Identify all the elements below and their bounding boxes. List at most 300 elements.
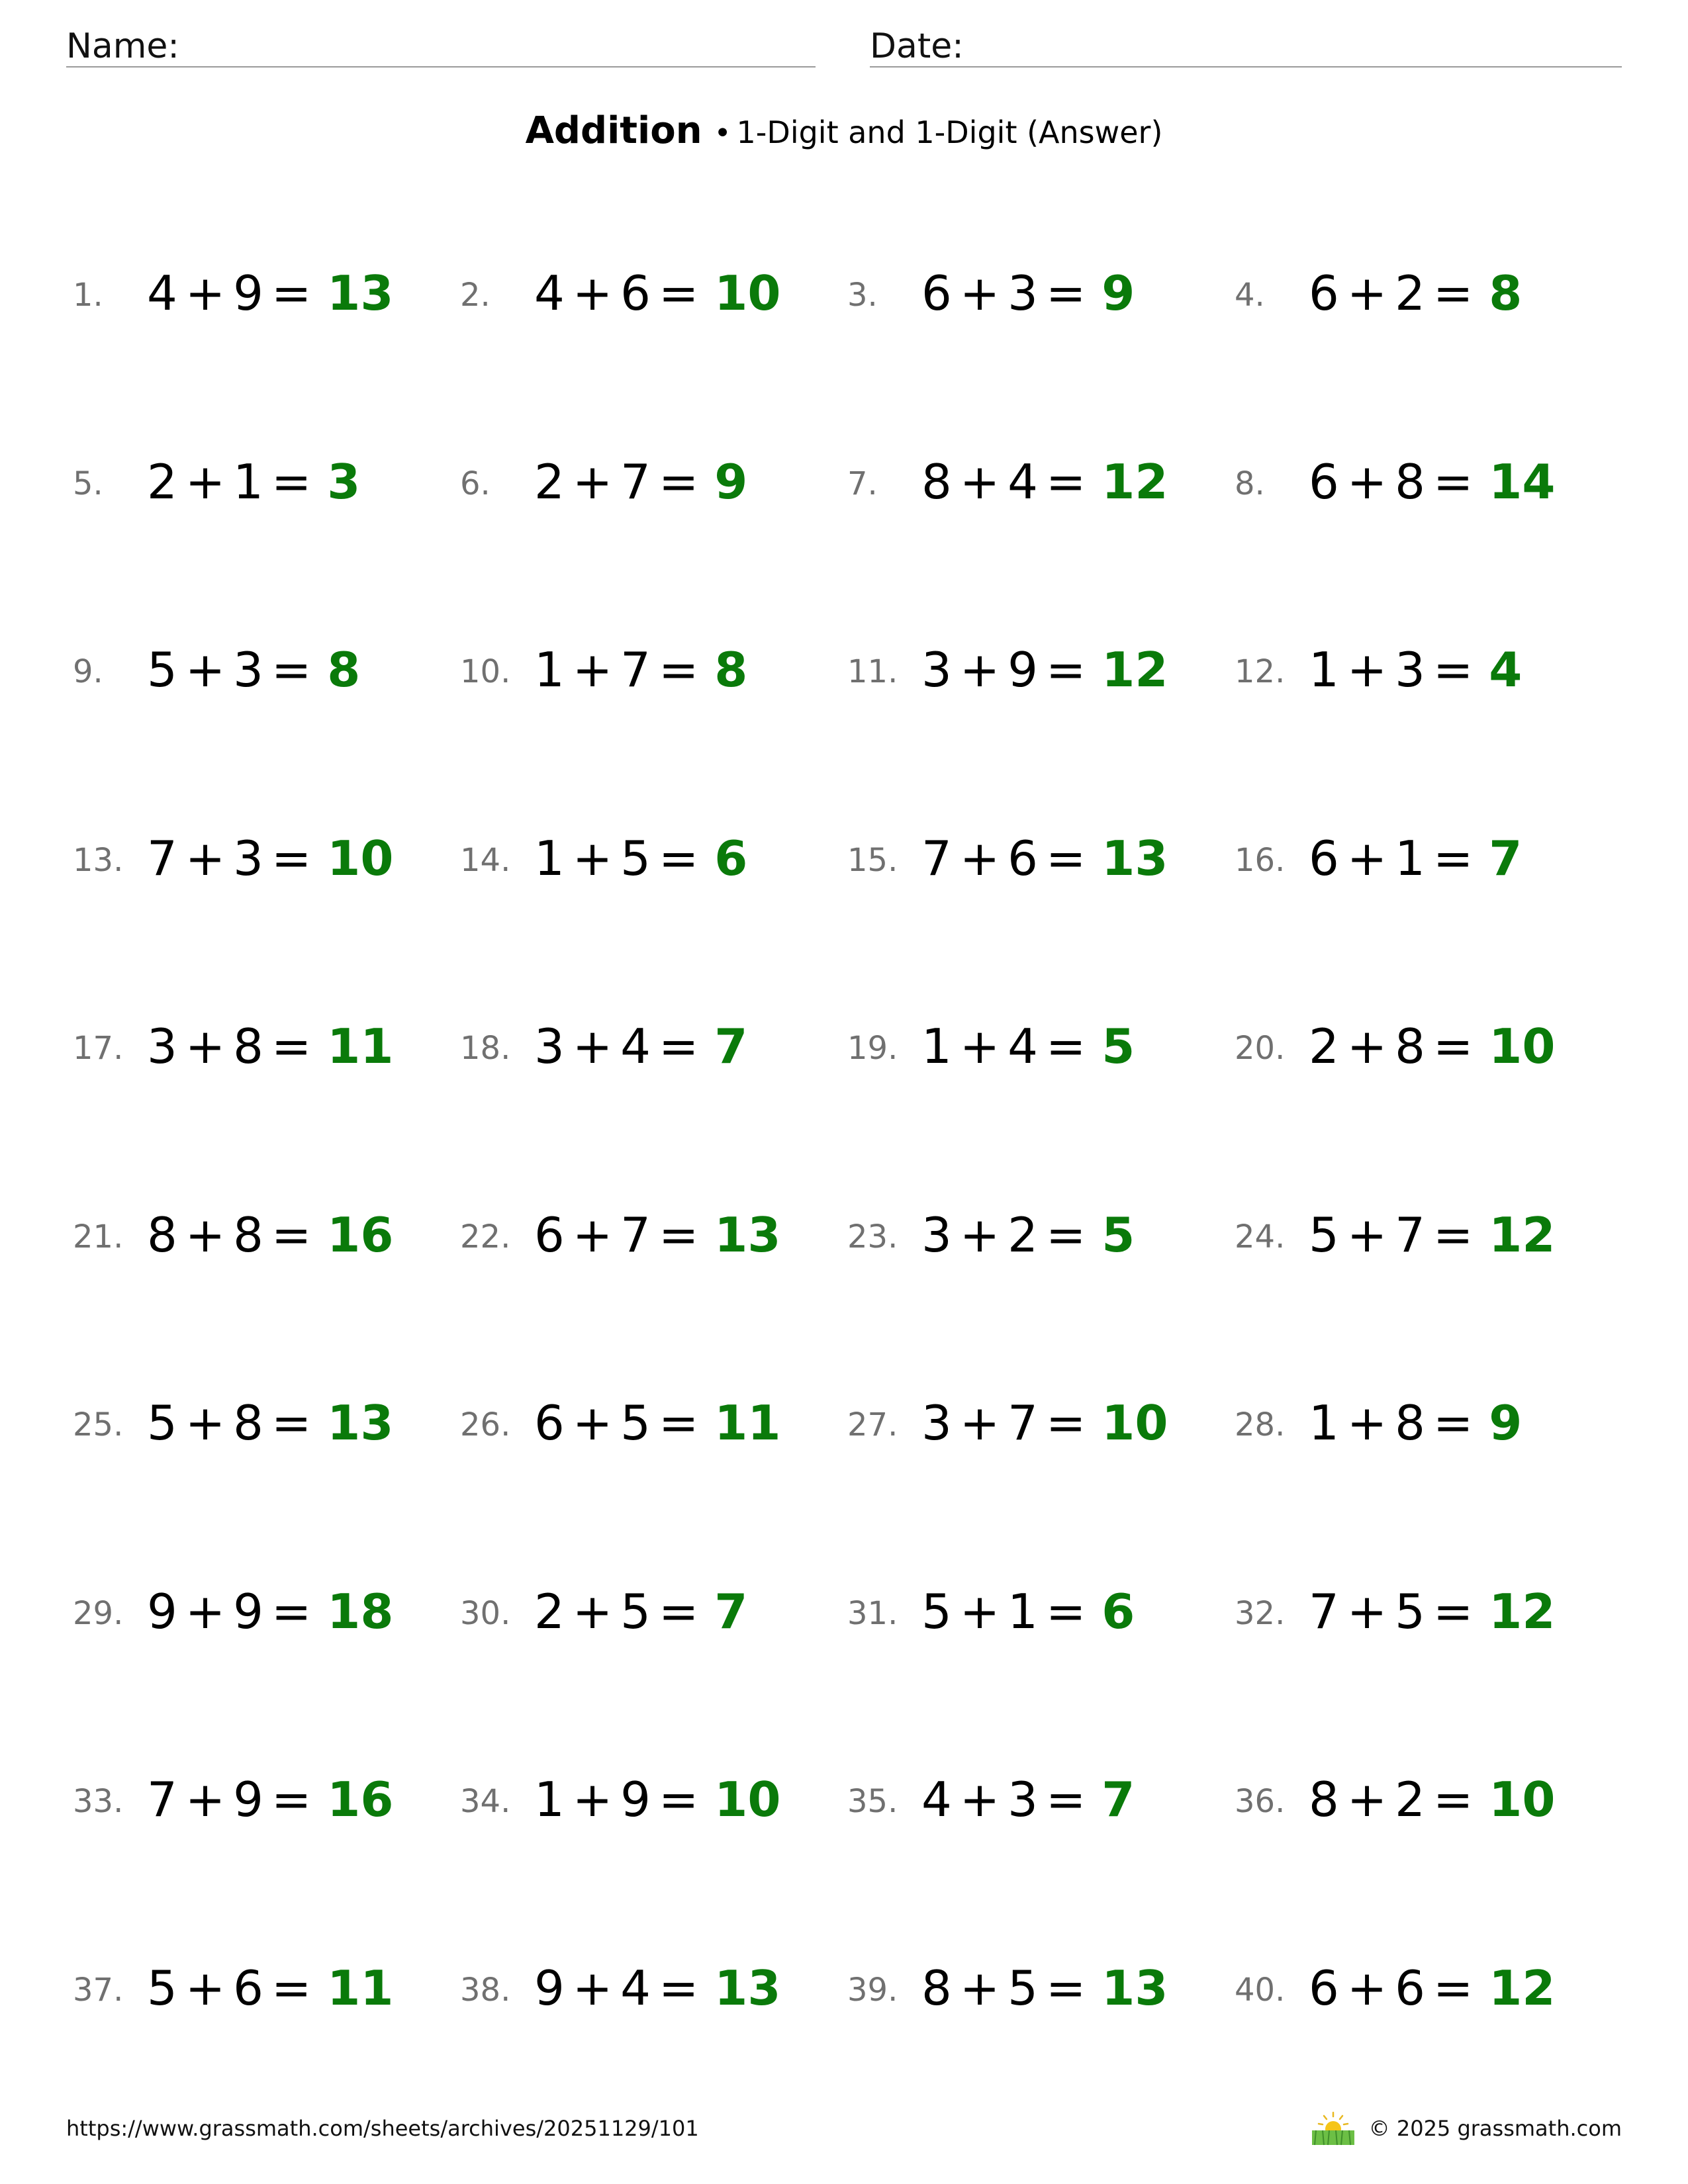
problem-item: [73, 817, 460, 889]
problem-item: [460, 440, 847, 513]
plus-sign: +: [572, 1019, 613, 1074]
problem-item: [1235, 628, 1622, 701]
problem-number: 5.: [73, 465, 103, 502]
equals-sign: =: [1045, 1583, 1086, 1639]
answer: 16: [327, 1206, 394, 1263]
problem-expression: [147, 1771, 393, 1828]
problem-item: [73, 1381, 460, 1454]
addend-b: 8: [1395, 1395, 1425, 1451]
addend-a: 7: [147, 830, 177, 886]
plus-sign: +: [185, 1206, 226, 1263]
problem-expression: [921, 265, 1135, 322]
addend-b: 8: [1395, 453, 1425, 510]
answer: 8: [714, 642, 748, 698]
addend-a: 6: [534, 1395, 565, 1451]
equals-sign: =: [658, 1206, 699, 1263]
problem-number: 28.: [1235, 1406, 1286, 1443]
addend-b: 7: [620, 453, 651, 510]
problem-expression: [534, 453, 747, 510]
equals-sign: =: [1432, 1960, 1474, 2016]
addend-b: 9: [1008, 642, 1038, 698]
addend-b: 4: [620, 1019, 651, 1074]
addend-a: 7: [1309, 1583, 1339, 1639]
problem-item: [460, 1381, 847, 1454]
plus-sign: +: [185, 1583, 226, 1639]
problem-number: 3.: [847, 277, 878, 314]
footer-brand: [1309, 2109, 1622, 2148]
page-title: [0, 105, 1688, 160]
problem-expression: [147, 830, 393, 887]
answer: 7: [714, 1583, 748, 1639]
problem-expression: [921, 1394, 1168, 1451]
equals-sign: =: [1045, 1772, 1086, 1827]
addend-a: 6: [921, 265, 952, 321]
problem-item: [460, 1946, 847, 2019]
problem-item: [1235, 817, 1622, 889]
equals-sign: =: [271, 265, 312, 321]
addend-b: 8: [233, 1019, 263, 1074]
title-subtitle: 1-Digit and 1-Digit (Answer): [736, 114, 1163, 150]
addend-a: 3: [147, 1019, 177, 1074]
problem-number: 24.: [1235, 1218, 1286, 1255]
problem-item: [1235, 1946, 1622, 2019]
addend-b: 9: [233, 265, 263, 321]
addend-a: 1: [534, 830, 565, 886]
answer: 7: [1102, 1772, 1135, 1827]
addend-b: 7: [620, 642, 651, 698]
problem-item: [1235, 1758, 1622, 1831]
addend-b: 2: [1395, 265, 1425, 321]
equals-sign: =: [658, 1583, 699, 1639]
answer: 13: [714, 1206, 781, 1263]
plus-sign: +: [959, 1772, 1000, 1827]
addend-b: 8: [233, 1206, 263, 1263]
addend-a: 1: [921, 1019, 952, 1074]
plus-sign: +: [185, 1772, 226, 1827]
answer: 5: [1102, 1019, 1135, 1074]
equals-sign: =: [1045, 830, 1086, 886]
plus-sign: +: [959, 1583, 1000, 1639]
answer: 11: [327, 1019, 394, 1074]
problem-number: 20.: [1235, 1030, 1286, 1067]
problem-item: [73, 1570, 460, 1643]
plus-sign: +: [572, 1960, 613, 2016]
problem-expression: [147, 1960, 393, 2017]
plus-sign: +: [959, 1960, 1000, 2016]
problem-number: 17.: [73, 1030, 124, 1067]
answer: 12: [1489, 1960, 1556, 2016]
problem-expression: [534, 1206, 780, 1263]
addend-b: 3: [233, 642, 263, 698]
problem-number: 31.: [847, 1594, 898, 1632]
equals-sign: =: [271, 1395, 312, 1451]
problem-item: [73, 251, 460, 324]
problem-number: 4.: [1235, 277, 1265, 314]
equals-sign: =: [1432, 1395, 1474, 1451]
addend-b: 6: [1008, 830, 1038, 886]
problem-number: 36.: [1235, 1783, 1286, 1820]
problem-number: 22.: [460, 1218, 511, 1255]
footer-copyright: © 2025 grassmath.com: [1368, 2116, 1622, 2141]
problem-expression: [1309, 1771, 1555, 1828]
answer: 12: [1489, 1583, 1556, 1639]
problem-item: [847, 1946, 1235, 2019]
equals-sign: =: [271, 1772, 312, 1827]
problem-number: 21.: [73, 1218, 124, 1255]
name-field[interactable]: [66, 25, 816, 68]
problem-number: 1.: [73, 277, 103, 314]
addend-a: 6: [1309, 830, 1339, 886]
addend-a: 8: [1309, 1772, 1339, 1827]
plus-sign: +: [572, 830, 613, 886]
plus-sign: +: [1346, 642, 1387, 698]
addend-b: 9: [233, 1583, 263, 1639]
plus-sign: +: [572, 642, 613, 698]
plus-sign: +: [1346, 1583, 1387, 1639]
problem-item: [460, 628, 847, 701]
equals-sign: =: [658, 453, 699, 510]
plus-sign: +: [185, 265, 226, 321]
addend-b: 2: [1395, 1772, 1425, 1827]
addend-a: 4: [921, 1772, 952, 1827]
answer: 16: [327, 1772, 394, 1827]
addend-a: 3: [921, 1206, 952, 1263]
addend-a: 3: [534, 1019, 565, 1074]
plus-sign: +: [572, 1206, 613, 1263]
problem-expression: [534, 1960, 780, 2017]
answer: 18: [327, 1583, 394, 1639]
problem-item: [73, 628, 460, 701]
problem-number: 27.: [847, 1406, 898, 1443]
date-field[interactable]: [870, 25, 1622, 68]
addend-a: 6: [1309, 453, 1339, 510]
problem-expression: [147, 1206, 393, 1263]
problem-expression: [147, 265, 393, 322]
problem-item: [460, 1005, 847, 1077]
problem-number: 37.: [73, 1971, 124, 2009]
answer: 8: [1489, 265, 1523, 321]
problem-expression: [534, 1394, 780, 1451]
equals-sign: =: [1432, 1583, 1474, 1639]
plus-sign: +: [572, 453, 613, 510]
problem-expression: [534, 1771, 780, 1828]
addend-b: 8: [1395, 1019, 1425, 1074]
problem-expression: [147, 1018, 393, 1075]
plus-sign: +: [959, 1206, 1000, 1263]
problem-number: 9.: [73, 653, 103, 690]
plus-sign: +: [185, 830, 226, 886]
problem-number: 7.: [847, 465, 878, 502]
problem-number: 29.: [73, 1594, 124, 1632]
equals-sign: =: [1432, 265, 1474, 321]
problem-expression: [534, 830, 747, 887]
addend-a: 6: [534, 1206, 565, 1263]
problem-number: 16.: [1235, 841, 1286, 879]
answer: 11: [327, 1960, 394, 2016]
equals-sign: =: [658, 830, 699, 886]
addend-b: 1: [1008, 1583, 1038, 1639]
answer: 10: [1102, 1395, 1168, 1451]
answer: 9: [714, 453, 748, 510]
problem-number: 15.: [847, 841, 898, 879]
equals-sign: =: [658, 1960, 699, 2016]
equals-sign: =: [1432, 1019, 1474, 1074]
answer: 9: [1102, 265, 1135, 321]
plus-sign: +: [185, 1019, 226, 1074]
equals-sign: =: [271, 1206, 312, 1263]
addend-a: 7: [921, 830, 952, 886]
problem-expression: [1309, 1206, 1555, 1263]
plus-sign: +: [572, 1583, 613, 1639]
equals-sign: =: [658, 1019, 699, 1074]
answer: 4: [1489, 642, 1523, 698]
problem-expression: [921, 830, 1168, 887]
plus-sign: +: [572, 1772, 613, 1827]
equals-sign: =: [271, 1583, 312, 1639]
problem-item: [460, 251, 847, 324]
plus-sign: +: [1346, 453, 1387, 510]
problem-item: [460, 1570, 847, 1643]
problem-number: 33.: [73, 1783, 124, 1820]
addend-a: 5: [921, 1583, 952, 1639]
answer: 10: [327, 830, 394, 886]
plus-sign: +: [1346, 1960, 1387, 2016]
addend-a: 2: [534, 1583, 565, 1639]
problem-expression: [921, 1018, 1135, 1075]
addend-b: 4: [1008, 453, 1038, 510]
equals-sign: =: [1045, 1206, 1086, 1263]
addend-b: 9: [233, 1772, 263, 1827]
plus-sign: +: [959, 1395, 1000, 1451]
problem-expression: [921, 1206, 1135, 1263]
plus-sign: +: [1346, 1206, 1387, 1263]
problem-expression: [1309, 1018, 1555, 1075]
problem-item: [1235, 1193, 1622, 1266]
problem-expression: [147, 1583, 393, 1640]
plus-sign: +: [572, 265, 613, 321]
equals-sign: =: [1045, 1960, 1086, 2016]
plus-sign: +: [959, 265, 1000, 321]
plus-sign: +: [959, 453, 1000, 510]
answer: 13: [1102, 1960, 1168, 2016]
addend-a: 2: [147, 453, 177, 510]
problem-number: 26.: [460, 1406, 511, 1443]
problem-item: [847, 628, 1235, 701]
addend-a: 4: [147, 265, 177, 321]
problem-item: [847, 251, 1235, 324]
answer: 13: [327, 265, 394, 321]
equals-sign: =: [1432, 830, 1474, 886]
plus-sign: +: [1346, 830, 1387, 886]
addend-a: 1: [1309, 642, 1339, 698]
problem-grid: [73, 251, 1622, 2138]
answer: 5: [1102, 1206, 1135, 1263]
problem-expression: [1309, 641, 1522, 698]
problem-item: [847, 817, 1235, 889]
equals-sign: =: [1432, 642, 1474, 698]
title-separator: •: [714, 116, 731, 150]
problem-item: [73, 1005, 460, 1077]
addend-a: 9: [534, 1960, 565, 2016]
problem-number: 39.: [847, 1971, 898, 2009]
plus-sign: +: [959, 642, 1000, 698]
plus-sign: +: [185, 1395, 226, 1451]
problem-item: [460, 1193, 847, 1266]
problem-item: [1235, 440, 1622, 513]
problem-item: [847, 1193, 1235, 1266]
answer: 13: [1102, 830, 1168, 886]
problem-item: [73, 1758, 460, 1831]
addend-a: 4: [534, 265, 565, 321]
answer: 3: [327, 453, 361, 510]
addend-a: 5: [1309, 1206, 1339, 1263]
answer: 7: [714, 1019, 748, 1074]
problem-item: [847, 1758, 1235, 1831]
answer: 10: [714, 265, 781, 321]
addend-b: 5: [620, 1395, 651, 1451]
equals-sign: =: [1045, 1395, 1086, 1451]
addend-b: 1: [233, 453, 263, 510]
problem-number: 12.: [1235, 653, 1286, 690]
problem-expression: [1309, 1583, 1555, 1640]
answer: 10: [1489, 1019, 1556, 1074]
title-main: Addition: [525, 109, 702, 152]
problem-expression: [1309, 1394, 1522, 1451]
addend-a: 8: [147, 1206, 177, 1263]
addend-b: 5: [1008, 1960, 1038, 2016]
plus-sign: +: [959, 1019, 1000, 1074]
problem-number: 14.: [460, 841, 511, 879]
name-label: Name:: [66, 26, 179, 66]
addend-a: 6: [1309, 265, 1339, 321]
answer: 10: [714, 1772, 781, 1827]
problem-expression: [1309, 453, 1555, 510]
equals-sign: =: [1045, 642, 1086, 698]
problem-number: 13.: [73, 841, 124, 879]
addend-b: 3: [1008, 1772, 1038, 1827]
date-label: Date:: [870, 26, 964, 66]
answer: 12: [1102, 642, 1168, 698]
problem-item: [847, 1570, 1235, 1643]
problem-number: 38.: [460, 1971, 511, 2009]
addend-a: 5: [147, 1960, 177, 2016]
problem-expression: [921, 1771, 1135, 1828]
problem-number: 40.: [1235, 1971, 1286, 2009]
answer: 6: [714, 830, 748, 886]
plus-sign: +: [185, 453, 226, 510]
problem-item: [73, 1946, 460, 2019]
addend-b: 9: [620, 1772, 651, 1827]
addend-a: 8: [921, 1960, 952, 2016]
plus-sign: +: [572, 1395, 613, 1451]
problem-number: 35.: [847, 1783, 898, 1820]
addend-b: 1: [1395, 830, 1425, 886]
grass-sun-logo-icon: [1309, 2111, 1357, 2146]
addend-b: 6: [1395, 1960, 1425, 2016]
answer: 11: [714, 1395, 781, 1451]
addend-b: 5: [1395, 1583, 1425, 1639]
problem-number: 23.: [847, 1218, 898, 1255]
equals-sign: =: [271, 1960, 312, 2016]
problem-item: [1235, 1570, 1622, 1643]
addend-a: 8: [921, 453, 952, 510]
addend-b: 6: [620, 265, 651, 321]
problem-item: [1235, 1381, 1622, 1454]
addend-a: 2: [1309, 1019, 1339, 1074]
answer: 9: [1489, 1395, 1523, 1451]
addend-a: 3: [921, 1395, 952, 1451]
plus-sign: +: [1346, 265, 1387, 321]
equals-sign: =: [658, 1772, 699, 1827]
equals-sign: =: [1432, 1772, 1474, 1827]
answer: 14: [1489, 453, 1556, 510]
addend-a: 6: [1309, 1960, 1339, 2016]
problem-expression: [1309, 265, 1522, 322]
plus-sign: +: [1346, 1395, 1387, 1451]
problem-item: [1235, 251, 1622, 324]
problem-item: [847, 1005, 1235, 1077]
problem-expression: [921, 1583, 1135, 1640]
addend-a: 3: [921, 642, 952, 698]
answer: 13: [714, 1960, 781, 2016]
addend-b: 4: [1008, 1019, 1038, 1074]
equals-sign: =: [1045, 265, 1086, 321]
problem-expression: [534, 641, 747, 698]
addend-a: 1: [534, 1772, 565, 1827]
answer: 10: [1489, 1772, 1556, 1827]
addend-b: 3: [1395, 642, 1425, 698]
answer: 13: [327, 1395, 394, 1451]
equals-sign: =: [1432, 1206, 1474, 1263]
answer: 8: [327, 642, 361, 698]
answer: 6: [1102, 1583, 1135, 1639]
problem-number: 11.: [847, 653, 898, 690]
problem-expression: [1309, 830, 1522, 887]
problem-expression: [534, 1018, 747, 1075]
problem-expression: [921, 1960, 1168, 2017]
addend-a: 9: [147, 1583, 177, 1639]
addend-b: 6: [233, 1960, 263, 2016]
equals-sign: =: [658, 642, 699, 698]
addend-b: 3: [233, 830, 263, 886]
addend-b: 2: [1008, 1206, 1038, 1263]
addend-a: 5: [147, 1395, 177, 1451]
equals-sign: =: [271, 453, 312, 510]
problem-item: [847, 1381, 1235, 1454]
addend-b: 8: [233, 1395, 263, 1451]
addend-a: 1: [534, 642, 565, 698]
problem-expression: [1309, 1960, 1555, 2017]
problem-expression: [921, 641, 1168, 698]
problem-number: 10.: [460, 653, 511, 690]
problem-item: [847, 440, 1235, 513]
problem-item: [460, 817, 847, 889]
problem-number: 30.: [460, 1594, 511, 1632]
problem-number: 6.: [460, 465, 491, 502]
problem-expression: [147, 1394, 393, 1451]
plus-sign: +: [1346, 1019, 1387, 1074]
problem-number: 18.: [460, 1030, 511, 1067]
equals-sign: =: [1045, 453, 1086, 510]
equals-sign: =: [1045, 1019, 1086, 1074]
addend-a: 5: [147, 642, 177, 698]
equals-sign: =: [658, 265, 699, 321]
footer-url[interactable]: https://www.grassmath.com/sheets/archives/20251129/101: [66, 2116, 699, 2141]
problem-expression: [921, 453, 1168, 510]
problem-item: [460, 1758, 847, 1831]
addend-b: 4: [620, 1960, 651, 2016]
addend-b: 7: [620, 1206, 651, 1263]
